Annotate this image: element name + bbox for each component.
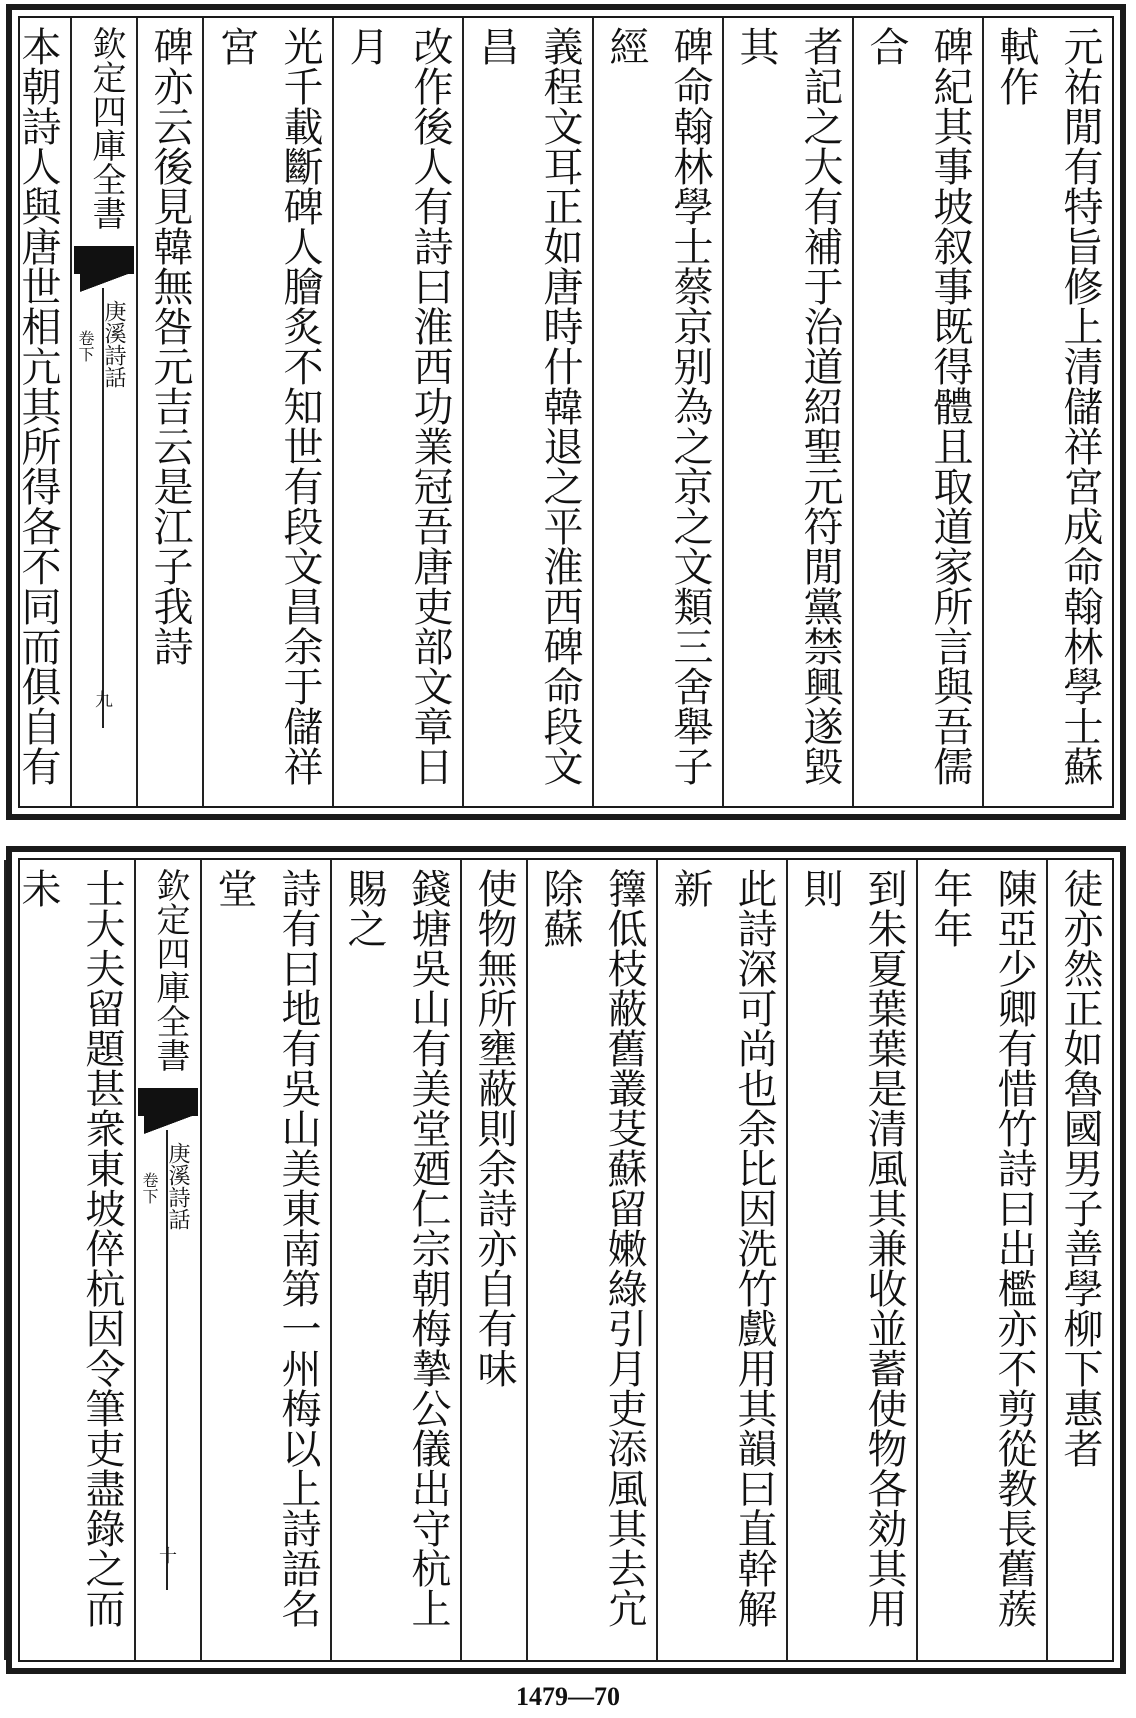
book-title: 庚溪詩話 [101, 300, 126, 388]
book-title: 庚溪詩話 [165, 1142, 190, 1230]
text-column [0, 860, 4, 1660]
text-column: 碑紀其事坡叙事既得體且取道家所言與吾儒合 [852, 18, 982, 806]
text-column: 陳亞少卿有惜竹詩曰出檻亦不剪從教長舊蔟年年 [916, 860, 1046, 1660]
top-page-columns [15, 18, 1112, 806]
fishtail-mark [138, 1088, 198, 1116]
text-column: 光千載斷碑人膾炙不知世有段文昌余于儲祥宮 [202, 18, 332, 806]
text-column: 到朱夏葉葉是清風其兼收並蓄使物各効其用則 [786, 860, 916, 1660]
page-number: 九 [95, 690, 113, 711]
volume-label: 卷下 [76, 330, 95, 362]
text-column: 者記之大有補于治道紹聖元符閒黨禁興遂毀其 [722, 18, 852, 806]
text-column: 元祐閒有特旨修上清儲祥宮成命翰林學士蘇軾作 [982, 18, 1112, 806]
text-column: 義程文耳正如唐時什韓退之平淮西碑命段文昌 [462, 18, 592, 806]
page-reference: 1479—70 [516, 1682, 620, 1711]
text-column: 使物無所壅蔽則余詩亦自有味 [460, 860, 526, 1660]
series-title: 欽定四庫全書 [150, 868, 190, 1072]
fold-margin [134, 860, 200, 1660]
text-column: 錢塘吳山有美堂廼仁宗朝梅摯公儀出守杭上賜之 [330, 860, 460, 1660]
text-column: 本朝詩人與唐世相亢其所得各不同而俱自有 [0, 18, 70, 806]
bottom-page-columns [15, 860, 1112, 1660]
volume-label: 卷下 [140, 1172, 159, 1204]
text-column: 詩有曰地有吳山美東南第一州梅以上詩語名堂 [200, 860, 330, 1660]
text-column: 籜低枝蔽舊叢芟蘇留嫩綠引月吏添風其去宂除蘇 [526, 860, 656, 1660]
text-column: 碑亦云後見韓無咎元吉云是江子我詩 [136, 18, 202, 806]
fishtail-mark [74, 246, 134, 274]
series-title: 欽定四庫全書 [86, 26, 126, 230]
top-page [6, 4, 1126, 820]
bottom-page [6, 846, 1126, 1674]
text-column: 徒亦然正如魯國男子善學柳下惠者 [1046, 860, 1112, 1660]
fold-margin [70, 18, 136, 806]
text-column: 碑命翰林學士蔡京别為之京之文類三舍舉子經 [592, 18, 722, 806]
top-page-frame [15, 16, 1114, 808]
text-column: 士大夫留題甚衆東坡倅杭因令筆吏盡錄之而未 [4, 860, 134, 1660]
bottom-page-frame [15, 858, 1114, 1662]
text-column: 此詩深可尚也余比因洗竹戲用其韻曰直幹解新 [656, 860, 786, 1660]
page-number: 十 [159, 1546, 177, 1567]
text-column: 改作後人有詩曰淮西功業冠吾唐吏部文章日月 [332, 18, 462, 806]
